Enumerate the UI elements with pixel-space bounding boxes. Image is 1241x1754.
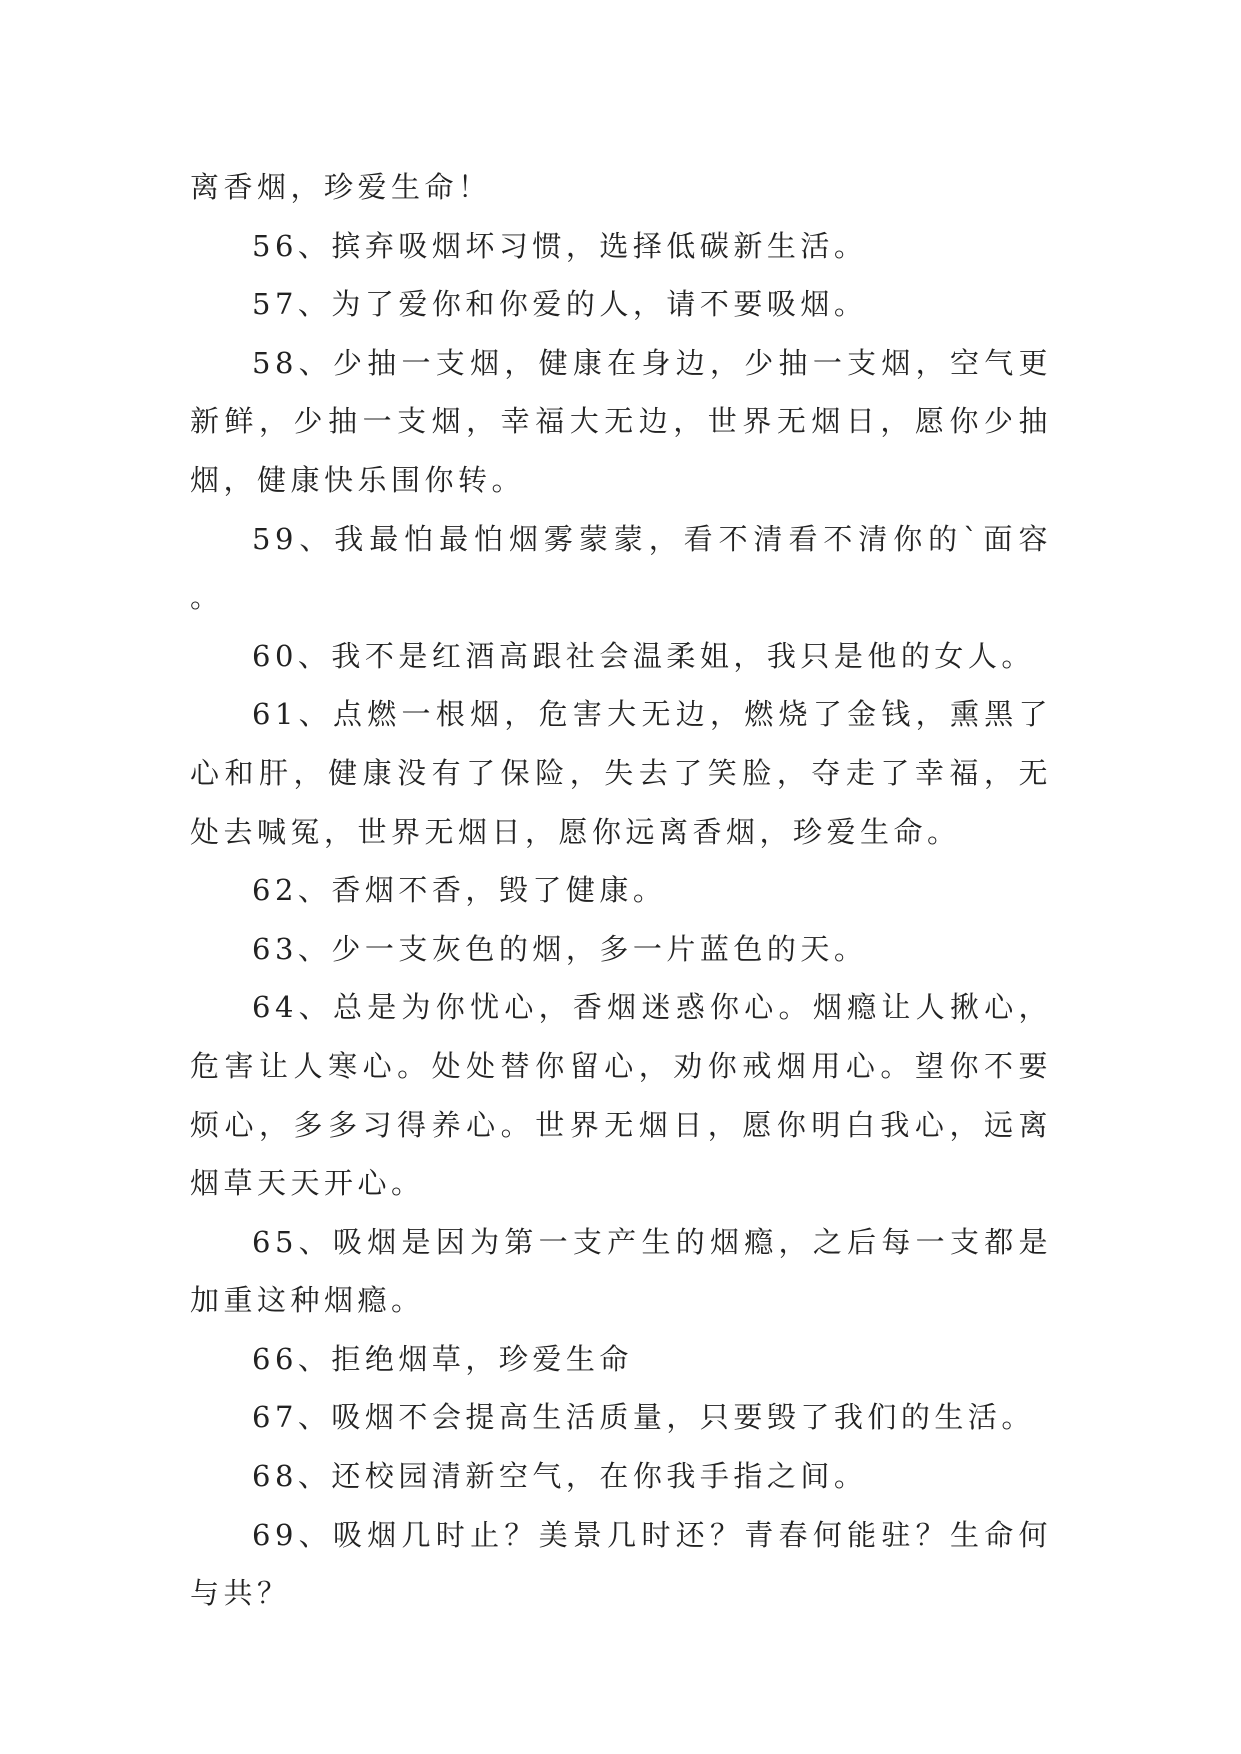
paragraph-continuation: 离香烟，珍爱生命！ (190, 170, 492, 204)
paragraph-item-62: 62、香烟不香，毁了健康。 (252, 873, 667, 908)
paragraph-item-64: 64、总是为你忧心，香烟迷惑你心。烟瘾让人揪心，危害让人寒心。处处替你留心，劝你戒烟用心。望你不要烦心，多多习得养心。世界无烟日，愿你明白我心，远离烟草天天开心。 (190, 990, 1052, 1201)
paragraph-item-56: 56、摈弃吸烟坏习惯，选择低碳新生活。 (252, 228, 868, 263)
paragraph-item-57: 57、为了爱你和你爱的人，请不要吸烟。 (252, 287, 868, 322)
paragraph-item-63: 63、少一支灰色的烟，多一片蓝色的天。 (252, 931, 868, 966)
paragraph-item-66: 66、拒绝烟草，珍爱生命 (252, 1341, 633, 1376)
document-body (190, 158, 1052, 1623)
paragraph-item-65: 65、吸烟是因为第一支产生的烟瘾，之后每一支都是加重这种烟瘾。 (190, 1224, 1052, 1318)
paragraph-item-60: 60、我不是红酒高跟社会温柔姐，我只是他的女人。 (252, 638, 1035, 673)
paragraph-item-67: 67、吸烟不会提高生活质量，只要毁了我们的生活。 (252, 1400, 1035, 1435)
paragraph-item-69: 69、吸烟几时止？美景几时还？青春何能驻？生命何与共？ (190, 1517, 1052, 1611)
paragraph-item-61: 61、点燃一根烟，危害大无边，燃烧了金钱，熏黑了心和肝，健康没有了保险，失去了笑脸，夺走了幸福，无处去喊冤，世界无烟日，愿你远离香烟，珍爱生命。 (190, 697, 1052, 849)
paragraph-item-59: 59、我最怕最怕烟雾蒙蒙，看不清看不清你的`面容。 (190, 521, 1052, 615)
paragraph-item-68: 68、还校园清新空气，在你我手指之间。 (252, 1459, 868, 1494)
paragraph-item-58: 58、少抽一支烟，健康在身边，少抽一支烟，空气更新鲜，少抽一支烟，幸福大无边，世界无烟日，愿你少抽烟，健康快乐围你转。 (190, 345, 1052, 497)
